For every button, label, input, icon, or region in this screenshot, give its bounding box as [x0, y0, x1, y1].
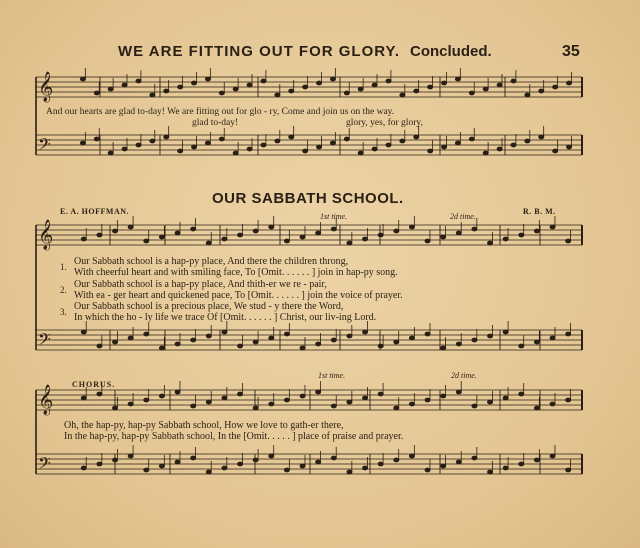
note-head — [128, 336, 133, 340]
note-head — [81, 466, 86, 470]
note-head — [237, 344, 242, 348]
chorus-second-time: 2d time. — [451, 371, 477, 380]
note-head — [247, 83, 252, 87]
note-head — [511, 79, 516, 83]
note-head — [284, 332, 289, 336]
note-head — [108, 151, 113, 155]
note-head — [378, 233, 383, 237]
note-head — [80, 77, 85, 81]
note-head — [347, 334, 352, 338]
note-head — [358, 151, 363, 155]
note-head — [428, 149, 433, 153]
note-head — [150, 139, 155, 143]
note-head — [191, 338, 196, 342]
note-head — [289, 89, 294, 93]
note-head — [456, 342, 461, 346]
note-head — [191, 456, 196, 460]
note-head — [303, 85, 308, 89]
note-head — [205, 77, 210, 81]
note-head — [233, 87, 238, 91]
note-head — [237, 392, 242, 396]
chorus-line: In the hap-py, hap-py Sabbath school, In the [Omit. . . . . ] place of praise and prayer. — [64, 431, 404, 442]
note-head — [539, 135, 544, 139]
note-head — [331, 338, 336, 342]
note-head — [409, 454, 414, 458]
note-head — [362, 237, 367, 241]
note-head — [347, 470, 352, 474]
note-head — [112, 229, 117, 233]
note-head — [566, 81, 571, 85]
note-head — [519, 233, 524, 237]
note-head — [441, 346, 446, 350]
note-head — [386, 79, 391, 83]
note-head — [441, 464, 446, 468]
note-head — [347, 241, 352, 245]
note-head — [178, 85, 183, 89]
note-head — [81, 330, 86, 334]
verse-line: Our Sabbath school is a hap-py place, And there the children throng, — [74, 256, 349, 267]
note-head — [534, 229, 539, 233]
note-head — [566, 239, 571, 243]
note-head — [94, 137, 99, 141]
note-head — [94, 91, 99, 95]
note-head — [456, 231, 461, 235]
note-head — [144, 332, 149, 336]
note-head — [284, 398, 289, 402]
note-head — [237, 233, 242, 237]
concluded-label: Concluded. — [410, 43, 492, 60]
note-head — [503, 237, 508, 241]
note-head — [205, 141, 210, 145]
note-head — [394, 340, 399, 344]
note-head — [394, 458, 399, 462]
note-head — [566, 468, 571, 472]
note-head — [206, 470, 211, 474]
note-head — [550, 454, 555, 458]
note-head — [534, 458, 539, 462]
note-head — [122, 83, 127, 87]
note-head — [553, 149, 558, 153]
note-head — [497, 147, 502, 151]
composer-left: E. A. HOFFMAN. — [60, 207, 129, 216]
verse-number: 1. — [60, 262, 67, 272]
note-head — [550, 225, 555, 229]
note-head — [414, 135, 419, 139]
note-head — [97, 392, 102, 396]
note-head — [159, 464, 164, 468]
note-head — [487, 241, 492, 245]
note-head — [112, 458, 117, 462]
note-head — [275, 139, 280, 143]
note-head — [136, 143, 141, 147]
verse-number: 3. — [60, 307, 67, 317]
chorus-line: Oh, the hap-py, hap-py Sabbath school, How we love to gath-er there, — [64, 420, 344, 431]
note-head — [97, 233, 102, 237]
note-head — [519, 392, 524, 396]
note-head — [553, 85, 558, 89]
note-head — [425, 398, 430, 402]
note-head — [81, 396, 86, 400]
note-head — [112, 406, 117, 410]
note-head — [128, 225, 133, 229]
part1-bass-lyric-a: glad to-day! — [192, 118, 239, 128]
note-head — [400, 139, 405, 143]
note-head — [247, 147, 252, 151]
note-head — [487, 334, 492, 338]
note-head — [159, 394, 164, 398]
note-head — [472, 456, 477, 460]
note-head — [362, 396, 367, 400]
note-head — [525, 139, 530, 143]
composer-right: R. B. M. — [523, 207, 556, 216]
note-head — [206, 241, 211, 245]
note-head — [164, 89, 169, 93]
chorus-first-time: 1st time. — [318, 371, 346, 380]
note-head — [358, 87, 363, 91]
treble-clef-icon: 𝄞 — [38, 72, 54, 102]
note-head — [191, 81, 196, 85]
note-head — [539, 89, 544, 93]
treble-clef-icon: 𝄞 — [38, 385, 54, 415]
note-head — [441, 145, 446, 149]
note-head — [487, 400, 492, 404]
note-head — [441, 81, 446, 85]
note-head — [472, 404, 477, 408]
note-head — [300, 235, 305, 239]
note-head — [566, 145, 571, 149]
note-head — [534, 340, 539, 344]
note-head — [284, 239, 289, 243]
note-head — [409, 402, 414, 406]
bass-clef-icon: 𝄢 — [38, 134, 51, 158]
note-head — [425, 239, 430, 243]
note-head — [316, 81, 321, 85]
note-head — [441, 235, 446, 239]
note-head — [550, 402, 555, 406]
note-head — [519, 344, 524, 348]
note-head — [175, 390, 180, 394]
note-head — [409, 225, 414, 229]
note-head — [128, 454, 133, 458]
note-head — [269, 402, 274, 406]
note-head — [159, 235, 164, 239]
note-head — [253, 229, 258, 233]
note-head — [237, 462, 242, 466]
note-head — [108, 87, 113, 91]
note-head — [80, 141, 85, 145]
note-head — [178, 149, 183, 153]
note-head — [372, 147, 377, 151]
note-head — [519, 462, 524, 466]
note-head — [222, 396, 227, 400]
note-head — [206, 400, 211, 404]
note-head — [175, 460, 180, 464]
note-head — [455, 77, 460, 81]
note-head — [503, 330, 508, 334]
note-head — [344, 137, 349, 141]
note-head — [511, 143, 516, 147]
note-head — [144, 239, 149, 243]
note-head — [97, 462, 102, 466]
note-head — [191, 227, 196, 231]
note-head — [362, 330, 367, 334]
verse-line: In which the ho - ly life we trace Of [Omit. . . . . . ] Christ, our liv-ing Lord. — [74, 312, 377, 323]
song-title: WE ARE FITTING OUT FOR GLORY. — [118, 43, 401, 60]
note-head — [164, 135, 169, 139]
note-head — [344, 91, 349, 95]
note-head — [300, 394, 305, 398]
note-head — [378, 462, 383, 466]
note-head — [275, 93, 280, 97]
verse-line: With ea - ger heart and quickened pace, To [Omit. . . . . . ] join the voice of prayer. — [74, 290, 403, 301]
note-head — [222, 237, 227, 241]
note-head — [497, 83, 502, 87]
note-head — [261, 143, 266, 147]
note-head — [269, 454, 274, 458]
note-head — [487, 470, 492, 474]
note-head — [330, 77, 335, 81]
note-head — [253, 406, 258, 410]
note-head — [472, 338, 477, 342]
hymn-title: OUR SABBATH SCHOOL. — [212, 190, 404, 207]
note-head — [300, 464, 305, 468]
note-head — [456, 390, 461, 394]
note-head — [144, 468, 149, 472]
treble-clef-icon: 𝄞 — [38, 220, 54, 250]
note-head — [425, 468, 430, 472]
note-head — [175, 231, 180, 235]
note-head — [269, 225, 274, 229]
note-head — [144, 398, 149, 402]
note-head — [128, 402, 133, 406]
note-head — [400, 93, 405, 97]
note-head — [409, 336, 414, 340]
note-head — [428, 85, 433, 89]
verse-number: 2. — [60, 285, 67, 295]
note-head — [472, 227, 477, 231]
note-head — [525, 93, 530, 97]
note-head — [456, 460, 461, 464]
verse-line: Our Sabbath school is a precious place, We stud - y there the Word, — [74, 301, 344, 312]
note-head — [425, 332, 430, 336]
note-head — [469, 137, 474, 141]
note-head — [191, 404, 196, 408]
note-head — [222, 330, 227, 334]
note-head — [219, 137, 224, 141]
note-head — [219, 91, 224, 95]
note-head — [300, 346, 305, 350]
note-head — [253, 340, 258, 344]
note-head — [284, 468, 289, 472]
note-head — [331, 227, 336, 231]
note-head — [503, 466, 508, 470]
note-head — [372, 83, 377, 87]
note-head — [394, 229, 399, 233]
part1-bass-lyric-b: glory, yes, for glory, — [346, 118, 423, 128]
note-head — [331, 404, 336, 408]
note-head — [316, 460, 321, 464]
part1-lyric-line: And our hearts are glad to-day! We are fitting out for glo - ry, Come and join us on the way. — [46, 107, 395, 117]
chorus-label: CHORUS. — [72, 380, 116, 389]
second-time-label: 2d time. — [450, 212, 476, 221]
note-head — [150, 93, 155, 97]
note-head — [378, 344, 383, 348]
note-head — [233, 151, 238, 155]
note-head — [303, 149, 308, 153]
note-head — [414, 89, 419, 93]
note-head — [378, 392, 383, 396]
note-head — [455, 141, 460, 145]
note-head — [191, 145, 196, 149]
note-head — [261, 79, 266, 83]
note-head — [330, 141, 335, 145]
note-head — [347, 400, 352, 404]
bass-clef-icon: 𝄢 — [38, 329, 51, 353]
note-head — [483, 87, 488, 91]
note-head — [159, 346, 164, 350]
note-head — [316, 390, 321, 394]
note-head — [316, 231, 321, 235]
first-time-label: 1st time. — [320, 212, 348, 221]
note-head — [97, 344, 102, 348]
note-head — [112, 340, 117, 344]
verse-line: Our Sabbath school is a hap-py place, And thith-er we re - pair, — [74, 279, 327, 290]
note-head — [136, 79, 141, 83]
note-head — [331, 456, 336, 460]
note-head — [386, 143, 391, 147]
note-head — [206, 334, 211, 338]
verse-line: With cheerful heart and with smiling face, To [Omit. . . . . . ] join in hap-py song. — [74, 267, 398, 278]
note-head — [289, 135, 294, 139]
note-head — [566, 398, 571, 402]
note-head — [394, 406, 399, 410]
note-head — [534, 406, 539, 410]
note-head — [362, 466, 367, 470]
note-head — [81, 237, 86, 241]
note-head — [550, 336, 555, 340]
note-head — [316, 145, 321, 149]
note-head — [269, 336, 274, 340]
note-head — [469, 91, 474, 95]
note-head — [175, 342, 180, 346]
page-number: 35 — [562, 43, 580, 60]
note-head — [441, 394, 446, 398]
note-head — [566, 332, 571, 336]
bass-clef-icon: 𝄢 — [38, 453, 51, 477]
note-head — [122, 147, 127, 151]
note-head — [503, 396, 508, 400]
note-head — [222, 466, 227, 470]
note-head — [253, 458, 258, 462]
note-head — [316, 342, 321, 346]
note-head — [483, 151, 488, 155]
